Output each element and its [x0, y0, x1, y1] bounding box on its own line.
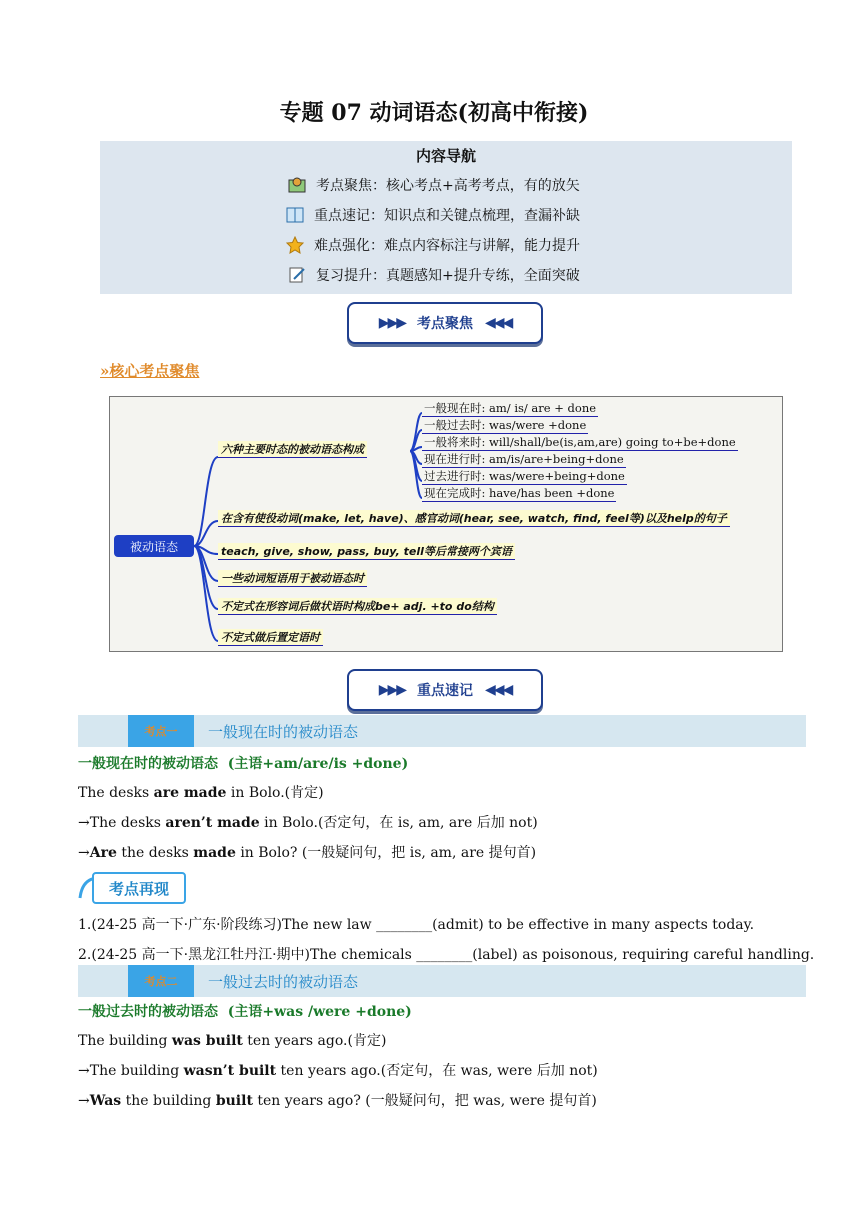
mind-map-branch: teach, give, show, pass, buy, tell等后常接两个宾语 [218, 543, 515, 560]
map-pin-icon [288, 176, 306, 194]
example-line: The desks are made in Bolo.(肯定) [78, 785, 324, 801]
nav-item-focus: 考点聚焦：核心考点+高考考点，有的放矢 [288, 175, 580, 195]
mind-map-leaf: 现在进行时: am/is/are+being+done [424, 452, 624, 466]
mind-map-branch: 不定式在形容词后做状语时构成be+ adj. +to do结构 [218, 598, 497, 615]
arrow-left-icon: ◀◀◀ [485, 315, 512, 331]
content-navigation [100, 141, 792, 294]
point-tag: 考点二 [128, 965, 194, 997]
mind-map-leaf: 现在完成时: have/has been +done [424, 486, 615, 500]
mind-map-root: 被动语态 [114, 535, 194, 557]
mind-map-branch: 在含有使役动词(make, let, have)、感官动词(hear, see, watch, find, feel等)以及help的句子 [218, 510, 730, 527]
book-icon [286, 206, 304, 224]
example-line: →The desks aren’t made in Bolo.(否定句，在 is, am, are 后加 not) [78, 815, 538, 831]
mind-map-branch: 一些动词短语用于被动语态时 [218, 570, 367, 587]
point-title: 一般现在时的被动语态 [208, 723, 359, 741]
arrow-left-icon: ◀◀◀ [485, 682, 512, 698]
point-title: 一般过去时的被动语态 [208, 973, 359, 991]
example-line: →Was the building built ten years ago? (一般疑问句，把 was, were 提句首) [78, 1093, 597, 1109]
example-line: →Are the desks made in Bolo? (一般疑问句，把 is, am, are 提句首) [78, 845, 537, 861]
nav-heading: 内容导航 [415, 147, 476, 165]
page-title: 专题 07 动词语态(初高中衔接) [279, 100, 589, 126]
arrow-right-icon: ▶▶▶ [378, 682, 405, 698]
nav-item-notes: 重点速记：知识点和关键点梳理，查漏补缺 [286, 205, 580, 225]
question-1: 1.(24-25 高一下·广东·阶段练习)The new law ________(admit) to be effective in many aspects today. [78, 917, 755, 933]
nav-item-difficulty: 难点强化：难点内容标注与讲解，能力提升 [286, 235, 580, 255]
section-banner-notes [347, 669, 543, 711]
star-icon [286, 236, 304, 254]
example-line: →The building wasn’t built ten years ago.(否定句，在 was, were 后加 not) [78, 1063, 598, 1079]
rule-line: 一般过去时的被动语态 (主语+was /were +done) [78, 1004, 412, 1020]
mind-map-branch: 六种主要时态的被动语态构成 [218, 441, 367, 458]
banner-label: 考点聚焦 [417, 316, 473, 332]
core-focus-heading: »核心考点聚焦 [100, 362, 200, 380]
practice-badge: 考点再现 [78, 872, 184, 902]
rule-line: 一般现在时的被动语态 (主语+am/are/is +done) [78, 756, 409, 772]
mind-map-leaf: 一般现在时: am/ is/ are + done [424, 401, 597, 415]
banner-label: 重点速记 [417, 683, 473, 699]
nav-item-review: 复习提升：真题感知+提升专练，全面突破 [288, 265, 580, 285]
mind-map [109, 396, 783, 652]
edit-document-icon [288, 266, 306, 284]
mind-map-leaf: 一般过去时: was/were +done [424, 418, 587, 432]
question-2: 2.(24-25 高一下·黑龙江牡丹江·期中)The chemicals ________(label) as poisonous, requiring careful handling. [78, 947, 815, 963]
example-line: The building was built ten years ago.(肯定) [78, 1033, 387, 1049]
point-tag: 考点一 [128, 715, 194, 747]
mind-map-leaf: 过去进行时: was/were+being+done [424, 469, 625, 483]
section-banner-focus [347, 302, 543, 344]
point-header-2 [78, 965, 806, 997]
mind-map-branch: 不定式做后置定语时 [218, 629, 323, 646]
point-header-1 [78, 715, 806, 747]
mind-map-leaf: 一般将来时: will/shall/be(is,am,are) going to+be+done [424, 435, 736, 449]
arrow-right-icon: ▶▶▶ [378, 315, 405, 331]
